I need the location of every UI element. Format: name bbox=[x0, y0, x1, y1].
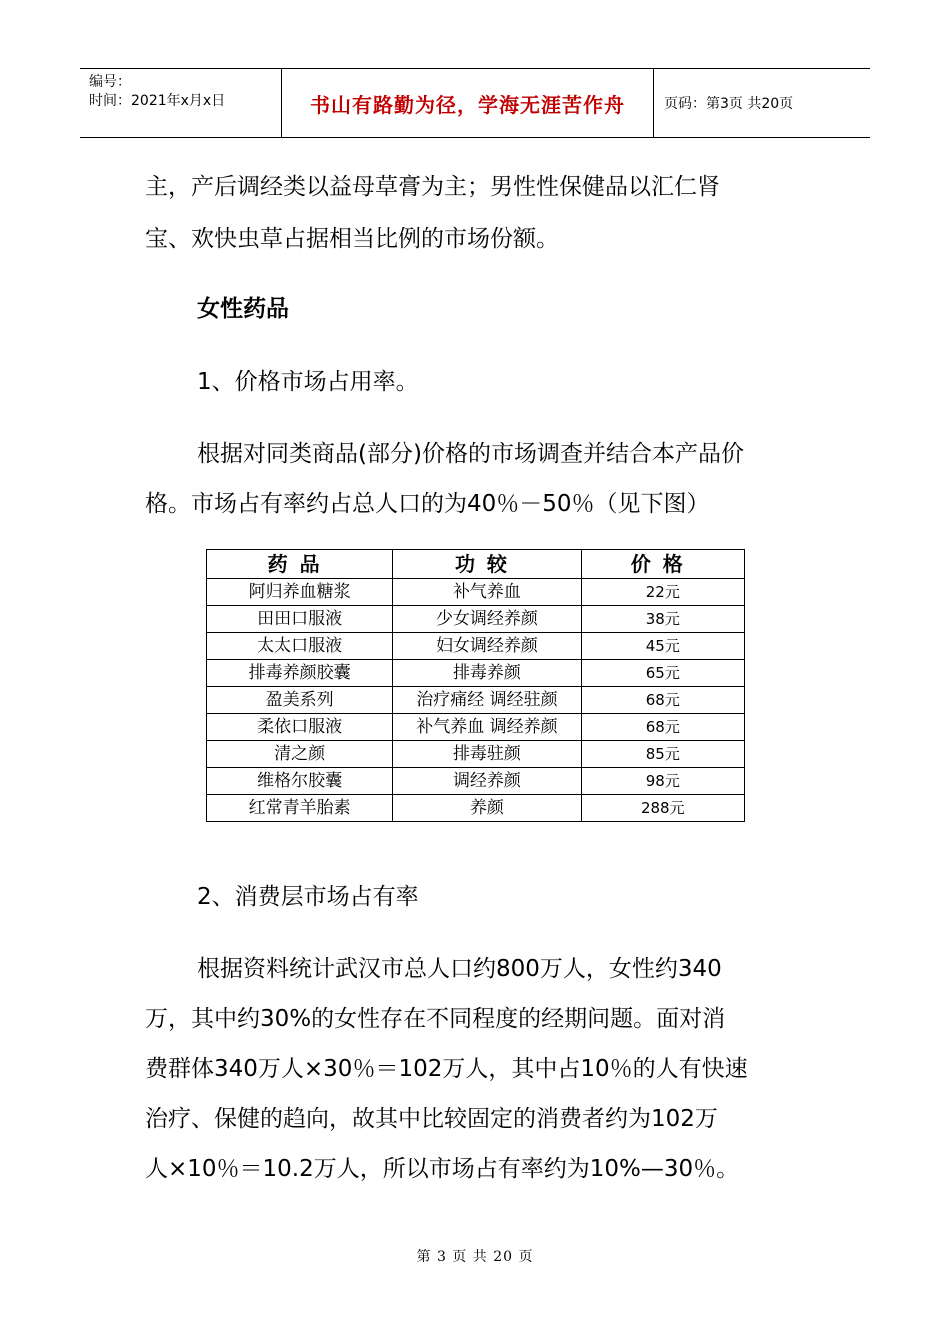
table-cell-function: 少女调经养颜 bbox=[393, 606, 581, 633]
price-table bbox=[206, 549, 745, 822]
page-header bbox=[80, 68, 870, 138]
header-motto: 书山有路勤为径，学海无涯苦作舟 bbox=[282, 69, 654, 137]
table-cell-function: 调经养颜 bbox=[393, 768, 581, 795]
table-cell-drug: 排毒养颜胶囊 bbox=[207, 660, 393, 687]
header-page-info: 页码：第3页 共20页 bbox=[664, 96, 794, 112]
table-cell-price: 68元 bbox=[581, 714, 744, 741]
table-row bbox=[207, 687, 745, 714]
table-cell-function: 治疗痛经 调经驻颜 bbox=[393, 687, 581, 714]
table-cell-function: 补气养血 调经养颜 bbox=[393, 714, 581, 741]
table-cell-drug: 太太口服液 bbox=[207, 633, 393, 660]
table-cell-price: 45元 bbox=[581, 633, 744, 660]
table-cell-price: 38元 bbox=[581, 606, 744, 633]
section-title: 女性药品 bbox=[197, 296, 289, 322]
table-cell-price: 65元 bbox=[581, 660, 744, 687]
table-cell-price: 68元 bbox=[581, 687, 744, 714]
table-cell-drug: 柔依口服液 bbox=[207, 714, 393, 741]
table-cell-price: 85元 bbox=[581, 741, 744, 768]
header-number-label: 编号： bbox=[89, 74, 131, 90]
table-row bbox=[207, 714, 745, 741]
para3-line4: 治疗、保健的趋向，故其中比较固定的消费者约为102万 bbox=[145, 1106, 718, 1132]
table-row bbox=[207, 768, 745, 795]
para1-line1: 主，产后调经类以益母草膏为主；男性性保健品以汇仁肾 bbox=[145, 174, 720, 200]
table-row bbox=[207, 660, 745, 687]
para1-line2: 宝、欢快虫草占据相当比例的市场份额。 bbox=[145, 226, 559, 252]
table-cell-function: 排毒驻颜 bbox=[393, 741, 581, 768]
table-header-drug: 药品 bbox=[207, 550, 393, 579]
para2-line1: 根据对同类商品(部分)价格的市场调查并结合本产品价 bbox=[197, 441, 744, 467]
item1-title: 1、价格市场占用率。 bbox=[197, 369, 419, 395]
para3-line5: 人×10％＝10.2万人，所以市场占有率约为10%—30％。 bbox=[145, 1156, 740, 1182]
table-cell-drug: 清之颜 bbox=[207, 741, 393, 768]
table-row bbox=[207, 633, 745, 660]
table-cell-price: 288元 bbox=[581, 795, 744, 822]
table-cell-price: 22元 bbox=[581, 579, 744, 606]
table-header-price: 价格 bbox=[581, 550, 744, 579]
table-cell-drug: 田田口服液 bbox=[207, 606, 393, 633]
table-cell-function: 补气养血 bbox=[393, 579, 581, 606]
table-cell-drug: 阿归养血糖浆 bbox=[207, 579, 393, 606]
table-cell-function: 排毒养颜 bbox=[393, 660, 581, 687]
table-cell-drug: 红常青羊胎素 bbox=[207, 795, 393, 822]
table-header-function: 功较 bbox=[393, 550, 581, 579]
table-row bbox=[207, 741, 745, 768]
table-row bbox=[207, 606, 745, 633]
table-cell-function: 妇女调经养颜 bbox=[393, 633, 581, 660]
table-cell-function: 养颜 bbox=[393, 795, 581, 822]
table-row bbox=[207, 795, 745, 822]
header-time-label: 时间：2021年x月x日 bbox=[89, 93, 226, 109]
table-cell-drug: 维格尔胶囊 bbox=[207, 768, 393, 795]
page-footer: 第 3 页 共 20 页 bbox=[416, 1249, 534, 1265]
item2-title: 2、消费层市场占有率 bbox=[197, 884, 419, 910]
para3-line2: 万，其中约30%的女性存在不同程度的经期问题。面对消 bbox=[145, 1006, 726, 1032]
para2-line2: 格。市场占有率约占总人口的为40％－50％（见下图） bbox=[145, 491, 710, 517]
header-meta bbox=[80, 69, 282, 137]
table-cell-price: 98元 bbox=[581, 768, 744, 795]
table-cell-drug: 盈美系列 bbox=[207, 687, 393, 714]
para3-line3: 费群体340万人×30％＝102万人，其中占10％的人有快速 bbox=[145, 1056, 748, 1082]
para3-line1: 根据资料统计武汉市总人口约800万人，女性约340 bbox=[197, 956, 722, 982]
table-header-row bbox=[207, 550, 745, 579]
table-row bbox=[207, 579, 745, 606]
